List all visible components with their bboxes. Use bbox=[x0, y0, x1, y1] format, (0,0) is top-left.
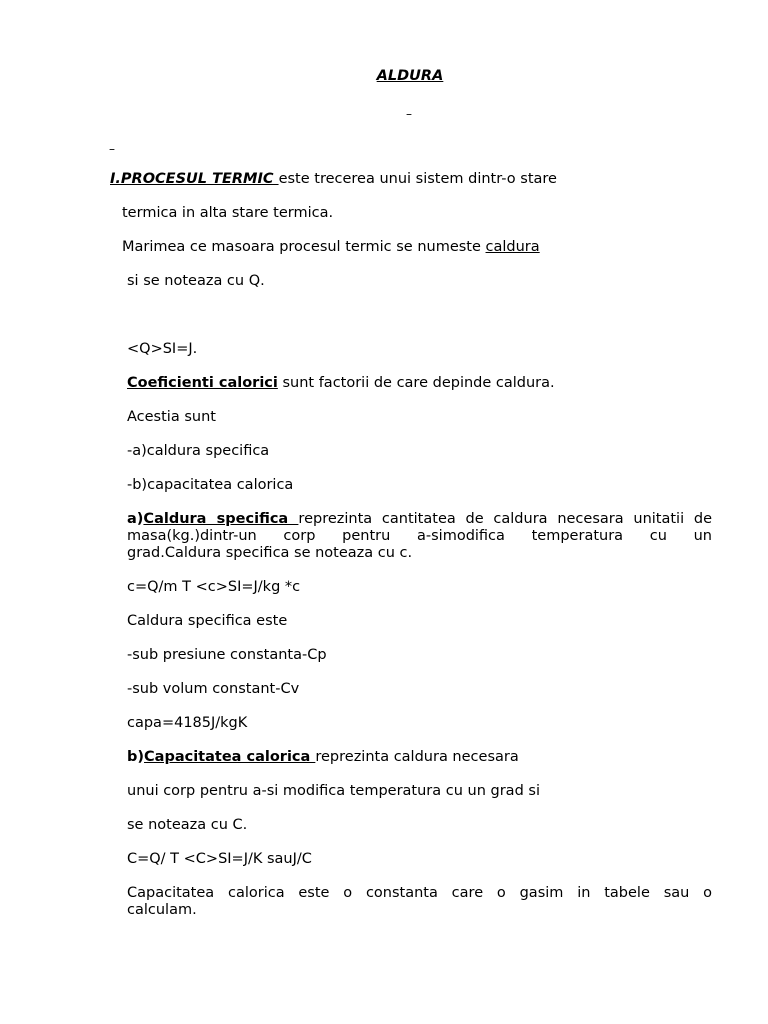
section1-measure bbox=[122, 239, 540, 256]
heat-capacity-prefix: b) bbox=[127, 749, 145, 765]
heat-capacity-rest: reprezinta caldura necesara bbox=[315, 749, 519, 765]
coef-rest: sunt factorii de care depinde caldura. bbox=[277, 375, 555, 391]
cs-cv-line: -sub volum constant-Cv bbox=[127, 681, 300, 697]
specific-heat-line1 bbox=[127, 511, 712, 528]
heat-capacity-line1 bbox=[127, 749, 519, 766]
closing-line2: calculam. bbox=[127, 902, 197, 918]
item-a-line: -a)caldura specifica bbox=[127, 443, 270, 459]
left-dash: – bbox=[109, 142, 115, 156]
formula-c: c=Q/m T <c>SI=J/kg *c bbox=[127, 579, 301, 595]
specific-heat-rest: reprezinta cantitatea de caldura necesara unitatii de bbox=[298, 511, 712, 527]
acestia-line: Acestia sunt bbox=[127, 409, 216, 425]
section1-noted: si se noteaza cu Q. bbox=[127, 273, 265, 289]
specific-heat-line2: masa(kg.)dintr-un corp pentru a-simodifica temperatura cu un bbox=[127, 528, 712, 544]
specific-heat-line3: grad.Caldura specifica se noteaza cu c. bbox=[127, 545, 413, 561]
unit-q: <Q>SI=J. bbox=[127, 341, 198, 357]
specific-heat-term: Caldura specifica bbox=[143, 511, 299, 527]
section1-intro-rest: este trecerea unui sistem dintr-o stare bbox=[278, 171, 557, 187]
capa-line: capa=4185J/kgK bbox=[127, 715, 248, 731]
heat-capacity-line2: unui corp pentru a-si modifica temperatura cu un grad si bbox=[127, 783, 540, 799]
measure-text: Marimea ce masoara procesul termic se numeste bbox=[122, 239, 486, 255]
cs-este-line: Caldura specifica este bbox=[127, 613, 288, 629]
coef-line bbox=[127, 375, 555, 392]
section1-intro bbox=[110, 171, 557, 188]
coef-term: Coeficienti calorici bbox=[127, 375, 278, 391]
heat-capacity-term: Capacitatea calorica bbox=[144, 749, 316, 765]
specific-heat-prefix: a) bbox=[127, 511, 144, 527]
closing-line1: Capacitatea calorica este o constanta care o gasim in tabele sau o bbox=[127, 885, 712, 901]
section1-heading: I.PROCESUL TERMIC bbox=[110, 171, 279, 187]
cs-cp-line: -sub presiune constanta-Cp bbox=[127, 647, 327, 663]
item-b-line: -b)capacitatea calorica bbox=[127, 477, 294, 493]
heat-capacity-line3: se noteaza cu C. bbox=[127, 817, 248, 833]
closing-paragraph bbox=[127, 885, 712, 919]
section1-intro-line2: termica in alta stare termica. bbox=[122, 205, 334, 221]
center-dash: – bbox=[406, 107, 412, 121]
formula-C: C=Q/ T <C>SI=J/K sauJ/C bbox=[127, 851, 312, 867]
document-title: ALDURA bbox=[376, 68, 444, 84]
caldura-term: caldura bbox=[485, 239, 540, 255]
specific-heat-paragraph bbox=[127, 511, 712, 562]
